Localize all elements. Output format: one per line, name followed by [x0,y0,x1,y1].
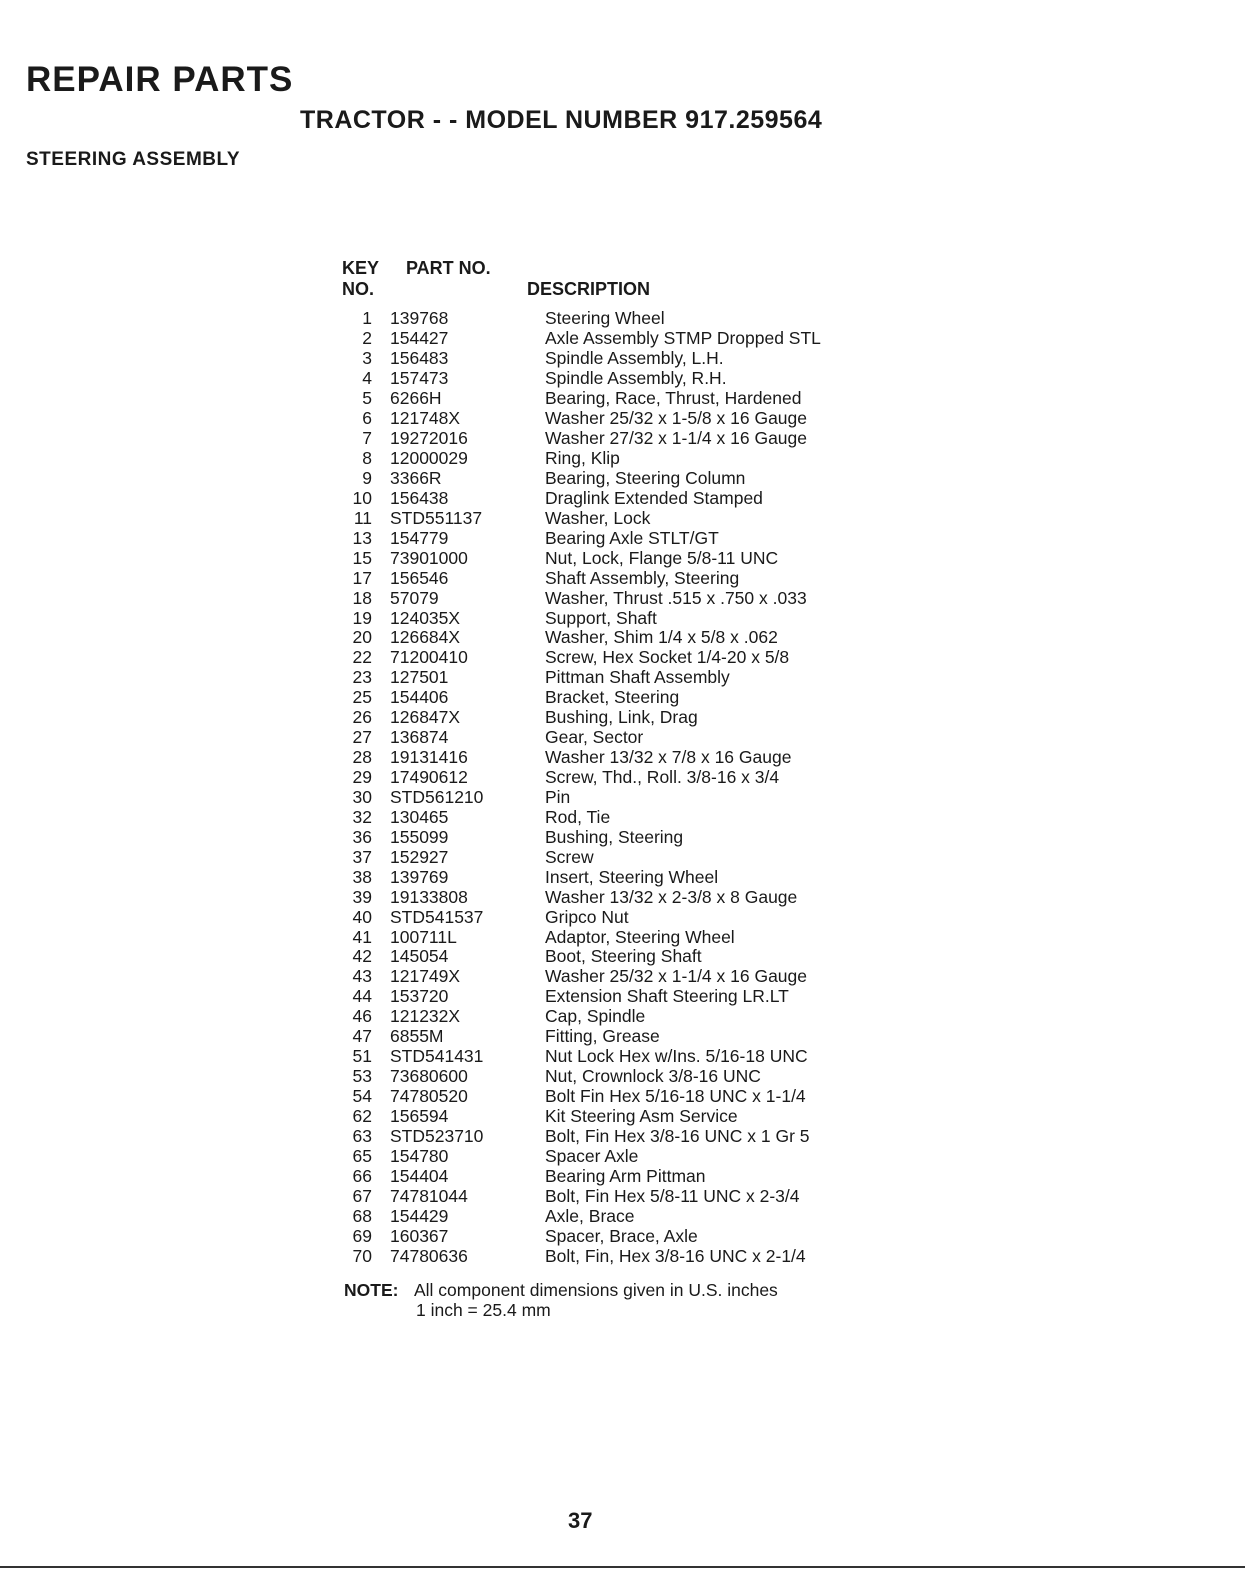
part-description: Axle, Brace [545,1205,635,1226]
key-number: 32 [352,806,372,827]
table-row [338,508,821,528]
key-number: 2 [362,328,372,349]
part-number: 152927 [390,846,449,867]
part-description: Washer, Lock [545,507,651,528]
key-number: 62 [352,1105,372,1126]
part-description: Washer 13/32 x 2-3/8 x 8 Gauge [545,886,798,907]
key-number: 17 [352,567,372,588]
part-number: 17490612 [390,767,468,788]
column-header-key: KEY NO. [342,258,379,299]
part-number: 126847X [390,707,461,728]
key-number: 41 [352,926,372,947]
part-description: Cap, Spindle [545,1006,646,1027]
key-number: 28 [352,747,372,768]
part-number: 156438 [390,487,449,508]
note [344,1280,778,1320]
key-number: 15 [352,547,372,568]
key-number: 70 [352,1245,372,1266]
table-row [338,548,821,568]
part-description: Washer, Thrust .515 x .750 x .033 [545,587,807,608]
part-number: 74781044 [390,1185,468,1206]
note-label: NOTE: [344,1280,399,1300]
part-description: Ring, Klip [545,448,620,469]
part-number: 160367 [390,1225,449,1246]
model-subtitle: TRACTOR - - MODEL NUMBER 917.259564 [300,106,823,134]
part-description: Boot, Steering Shaft [545,946,702,967]
key-number: 47 [352,1026,372,1047]
table-row [338,628,821,648]
key-number: 37 [352,846,372,867]
part-number: 154780 [390,1145,449,1166]
part-number: STD523710 [390,1125,484,1146]
key-number: 9 [362,467,372,488]
table-row [338,429,821,449]
key-number: 54 [352,1086,372,1107]
part-description: Screw, Thd., Roll. 3/8-16 x 3/4 [545,767,780,788]
part-description: Washer, Shim 1/4 x 5/8 x .062 [545,627,778,648]
key-number: 10 [352,487,372,508]
part-description: Nut Lock Hex w/Ins. 5/16-18 UNC [545,1046,808,1067]
part-description: Screw [545,846,594,867]
part-number: 57079 [390,587,439,608]
key-number: 68 [352,1205,372,1226]
part-description: Bolt, Fin Hex 3/8-16 UNC x 1 Gr 5 [545,1125,810,1146]
key-number: 4 [362,368,372,389]
part-number: 139769 [390,866,449,887]
key-number: 69 [352,1225,372,1246]
key-number: 27 [352,727,372,748]
part-number: STD541537 [390,906,484,927]
part-description: Rod, Tie [545,806,611,827]
part-number: 127501 [390,667,449,688]
part-description: Bearing, Race, Thrust, Hardened [545,388,802,409]
table-row [338,409,821,429]
part-number: 71200410 [390,647,468,668]
part-number: 139768 [390,308,449,329]
key-number: 51 [352,1046,372,1067]
table-row [338,1067,821,1087]
part-number: STD541431 [390,1046,484,1067]
part-number: 154404 [390,1165,449,1186]
part-description: Washer 25/32 x 1-1/4 x 16 Gauge [545,966,808,987]
table-row [338,788,821,808]
note-line-1: All component dimensions given in U.S. inches [414,1280,778,1300]
table-row [338,1107,821,1127]
key-number: 42 [352,946,372,967]
part-number: STD561210 [390,786,484,807]
part-number: 145054 [390,946,449,967]
table-row [338,449,821,469]
part-number: 6266H [390,388,442,409]
key-number: 67 [352,1185,372,1206]
table-row [338,887,821,907]
table-row [338,1246,821,1266]
part-number: 126684X [390,627,461,648]
part-description: Nut, Lock, Flange 5/8-11 UNC [545,547,779,568]
table-row [338,748,821,768]
table-row [338,967,821,987]
part-number: 74780520 [390,1086,468,1107]
key-number: 13 [352,527,372,548]
table-row [338,469,821,489]
part-description: Axle Assembly STMP Dropped STL [545,328,821,349]
table-row [338,648,821,668]
part-description: Spacer Axle [545,1145,639,1166]
table-row [338,668,821,688]
bottom-rule [0,1566,1245,1568]
part-description: Bearing Axle STLT/GT [545,527,719,548]
table-row [338,329,821,349]
part-number: 136874 [390,727,449,748]
part-number: 74780636 [390,1245,468,1266]
part-number: 19131416 [390,747,468,768]
part-description: Pin [545,786,571,807]
part-description: Adaptor, Steering Wheel [545,926,735,947]
table-row [338,768,821,788]
column-header-part: PART NO. [406,258,491,278]
key-number: 3 [362,348,372,369]
table-row [338,568,821,588]
part-description: Shaft Assembly, Steering [545,567,740,588]
key-number: 26 [352,707,372,728]
table-row [338,1206,821,1226]
part-description: Bushing, Link, Drag [545,707,698,728]
table-row [338,608,821,628]
part-description: Bolt, Fin Hex 5/8-11 UNC x 2-3/4 [545,1185,800,1206]
part-number: 156546 [390,567,449,588]
part-description: Insert, Steering Wheel [545,866,719,887]
table-row [338,1226,821,1246]
key-number: 22 [352,647,372,668]
part-description: Spacer, Brace, Axle [545,1225,698,1246]
table-row [338,1047,821,1067]
part-number: 121232X [390,1006,461,1027]
key-number: 29 [352,767,372,788]
part-number: 121749X [390,966,461,987]
part-description: Spindle Assembly, L.H. [545,348,724,369]
part-description: Gripco Nut [545,906,629,927]
table-row [338,1126,821,1146]
key-number: 63 [352,1125,372,1146]
part-number: 100711L [390,926,457,947]
part-description: Bracket, Steering [545,687,680,708]
key-number: 8 [362,448,372,469]
key-number: 53 [352,1066,372,1087]
table-row [338,987,821,1007]
part-number: 154429 [390,1205,449,1226]
table-row [338,947,821,967]
part-number: 154779 [390,527,449,548]
page-number: 37 [568,1508,593,1533]
part-number: 124035X [390,607,461,628]
part-description: Gear, Sector [545,727,644,748]
note-line-2: 1 inch = 25.4 mm [416,1300,551,1320]
table-row [338,1166,821,1186]
part-description: Fitting, Grease [545,1026,660,1047]
part-description: Spindle Assembly, R.H. [545,368,727,389]
table-row [338,728,821,748]
part-description: Bolt, Fin, Hex 3/8-16 UNC x 2-1/4 [545,1245,806,1266]
part-description: Washer 13/32 x 7/8 x 16 Gauge [545,747,792,768]
table-row [338,1146,821,1166]
part-number: 19272016 [390,428,468,449]
part-number: 157473 [390,368,449,389]
key-number: 19 [352,607,372,628]
key-number: 25 [352,687,372,708]
key-number: 20 [352,627,372,648]
part-number: STD551137 [390,507,483,528]
key-number: 11 [353,507,372,528]
part-description: Washer 27/32 x 1-1/4 x 16 Gauge [545,428,808,449]
table-row [338,927,821,947]
part-number: 155099 [390,826,449,847]
part-number: 153720 [390,986,449,1007]
table-row [338,907,821,927]
part-number: 154406 [390,687,449,708]
part-number: 121748X [390,408,461,429]
key-number: 30 [352,786,372,807]
part-description: Bearing, Steering Column [545,467,746,488]
page-title: REPAIR PARTS [26,60,294,99]
table-row [338,688,821,708]
table-row [338,309,821,329]
part-description: Support, Shaft [545,607,657,628]
table-row [338,1007,821,1027]
part-description: Pittman Shaft Assembly [545,667,730,688]
part-description: Washer 25/32 x 1-5/8 x 16 Gauge [545,408,808,429]
key-number: 6 [362,408,372,429]
part-number: 156483 [390,348,449,369]
table-row [338,369,821,389]
table-row [338,528,821,548]
key-number: 7 [362,428,372,449]
table-row [338,588,821,608]
key-number: 36 [352,826,372,847]
table-row [338,827,821,847]
part-number: 156594 [390,1105,449,1126]
part-description: Steering Wheel [545,308,665,329]
table-row [338,349,821,369]
key-number: 43 [352,966,372,987]
table-row [338,1087,821,1107]
table-row [338,847,821,867]
part-description: Draglink Extended Stamped [545,487,763,508]
part-number: 154427 [390,328,449,349]
table-row [338,488,821,508]
key-number: 65 [352,1145,372,1166]
key-number: 38 [352,866,372,887]
table-row [338,389,821,409]
part-description: Nut, Crownlock 3/8-16 UNC [545,1066,761,1087]
part-description: Bolt Fin Hex 5/16-18 UNC x 1-1/4 [545,1086,806,1107]
key-number: 5 [362,388,372,409]
table-row [338,1186,821,1206]
table-row [338,807,821,827]
table-row [338,867,821,887]
part-number: 19133808 [390,886,468,907]
key-number: 40 [352,906,372,927]
key-number: 1 [362,308,372,329]
column-header-description: DESCRIPTION [527,279,651,299]
key-number: 18 [352,587,372,608]
part-description: Kit Steering Asm Service [545,1105,738,1126]
key-number: 66 [352,1165,372,1186]
part-description: Screw, Hex Socket 1/4-20 x 5/8 [545,647,790,668]
table-row [338,1027,821,1047]
part-number: 130465 [390,806,449,827]
key-number: 46 [352,1006,372,1027]
part-number: 6855M [390,1026,444,1047]
key-number: 23 [352,667,372,688]
key-number: 39 [352,886,372,907]
part-description: Extension Shaft Steering LR.LT [545,986,789,1007]
section-heading: STEERING ASSEMBLY [26,149,241,170]
part-number: 3366R [390,467,442,488]
parts-list [338,309,821,1266]
part-description: Bearing Arm Pittman [545,1165,706,1186]
part-number: 12000029 [390,448,468,469]
key-number: 44 [352,986,372,1007]
part-number: 73901000 [390,547,468,568]
part-description: Bushing, Steering [545,826,684,847]
part-number: 73680600 [390,1066,468,1087]
table-row [338,708,821,728]
